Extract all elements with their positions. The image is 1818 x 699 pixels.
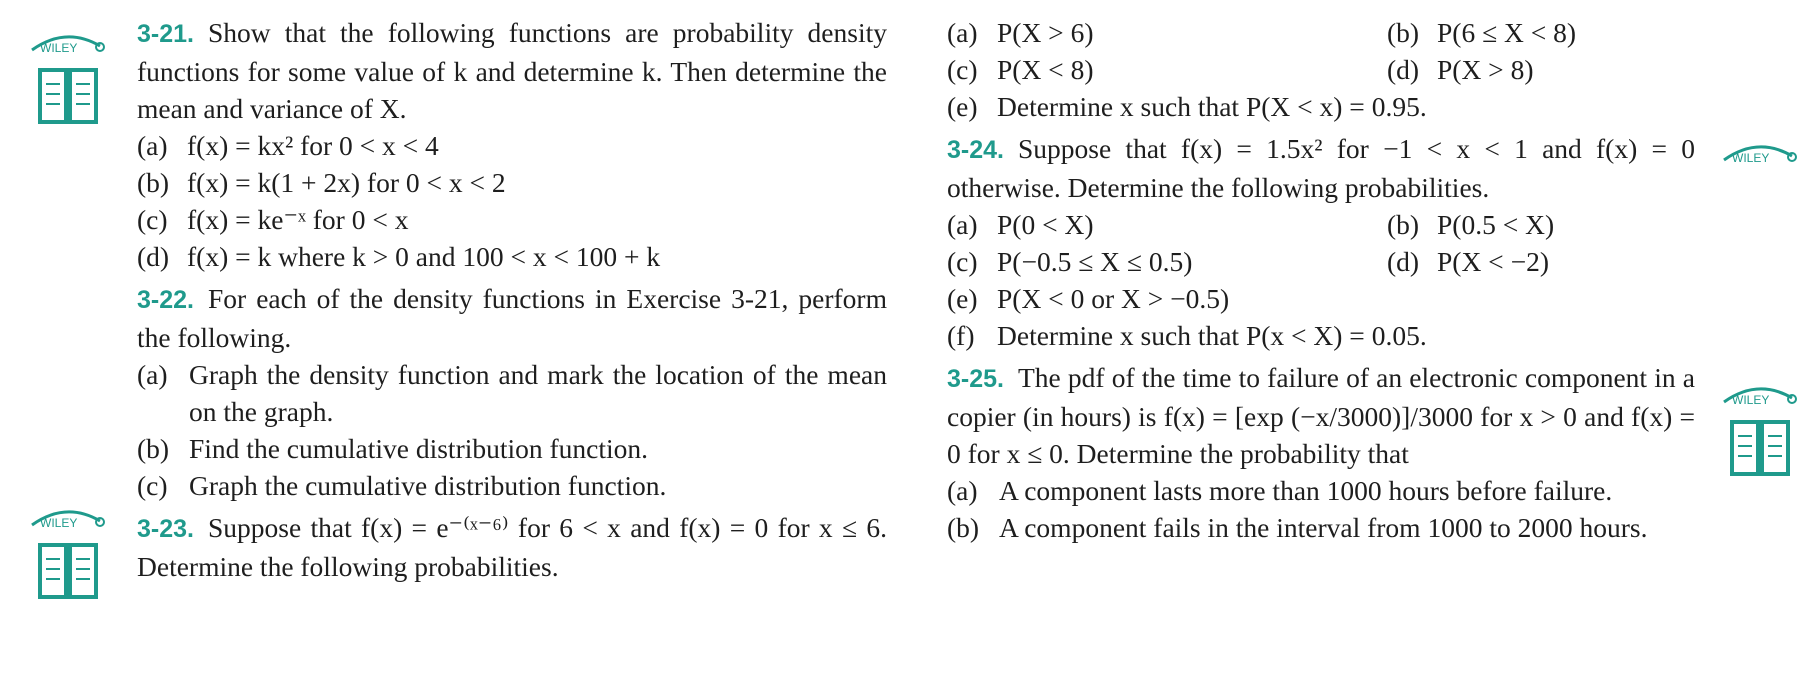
exercise-text: Suppose that f(x) = 1.5x² for −1 < x < 1 and f(x) = 0 otherwise. Determine the following probabilities. — [947, 133, 1695, 203]
part-item: (c) P(−0.5 ≤ X ≤ 0.5) — [947, 246, 1193, 277]
exercise-text: Show that the following functions are probability density functions for some value of k and determine k. Then determine the mean and variance of X. — [137, 17, 887, 124]
wiley-label: WILEY — [1732, 393, 1770, 407]
part-item: (e) Determine x such that P(X < x) = 0.95. — [947, 91, 1427, 122]
book-icon — [40, 70, 96, 122]
book-icon — [40, 545, 96, 597]
exercise-number: 3-24. — [947, 136, 1004, 164]
wiley-badge-325[interactable] — [1720, 382, 1802, 477]
part-item: (c) P(X < 8) — [947, 54, 1094, 85]
part-item: (b) A component fails in the interval from 1000 to 2000 hours. — [947, 512, 1648, 543]
exercise-number: 3-22. — [137, 286, 194, 314]
part-item: (b) P(6 ≤ X < 8) — [1387, 17, 1577, 48]
part-item: (b) Find the cumulative distribution function. — [137, 433, 649, 464]
part-item: (a) P(X > 6) — [947, 17, 1094, 48]
part-item: (f) Determine x such that P(x < X) = 0.05. — [947, 320, 1427, 351]
part-item: (c) f(x) = ke⁻ˣ for 0 < x — [137, 204, 409, 235]
wiley-label: WILEY — [40, 516, 78, 530]
exercise-text: For each of the density functions in Exercise 3-21, perform the following. — [137, 283, 887, 353]
exercise-text: The pdf of the time to failure of an electronic component in a copier (in hours) is f(x) = [exp (−x/3000)]/3000 for x > 0 and f(x) = 0 for x ≤ 0. Determine the probability that — [947, 362, 1695, 469]
exercise-3-23-parts — [947, 14, 1695, 125]
wiley-badge-323[interactable] — [28, 505, 110, 600]
part-item: (d) f(x) = k where k > 0 and 100 < x < 100 + k — [137, 241, 661, 272]
exercise-3-23 — [137, 509, 887, 585]
exercise-3-22 — [137, 280, 887, 504]
part-item: (a) f(x) = kx² for 0 < x < 4 — [137, 130, 439, 161]
left-column — [137, 14, 887, 590]
exercise-3-24 — [947, 130, 1695, 354]
wiley-label: WILEY — [1732, 151, 1770, 165]
part-item: (a) P(0 < X) — [947, 209, 1094, 240]
part-item: (c) Graph the cumulative distribution function. — [137, 470, 667, 501]
part-item: (b) P(0.5 < X) — [1387, 209, 1555, 240]
wiley-badge-324[interactable] — [1720, 140, 1802, 170]
wiley-label: WILEY — [40, 41, 78, 55]
exercise-number: 3-23. — [137, 515, 194, 543]
exercise-number: 3-21. — [137, 20, 194, 48]
right-column — [947, 14, 1695, 551]
wiley-badge-321[interactable] — [28, 30, 110, 125]
part-item: (e) P(X < 0 or X > −0.5) — [947, 283, 1230, 314]
part-item: (b) f(x) = k(1 + 2x) for 0 < x < 2 — [137, 167, 506, 198]
part-item: (a) Graph the density function and mark the location of the mean on the graph. — [137, 359, 887, 427]
part-item: (d) P(X > 8) — [1387, 54, 1534, 85]
part-item: (d) P(X < −2) — [1387, 246, 1549, 277]
exercise-number: 3-25. — [947, 365, 1004, 393]
part-item: (a) A component lasts more than 1000 hours before failure. — [947, 475, 1613, 506]
exercise-3-21 — [137, 14, 887, 275]
exercise-3-25 — [947, 359, 1695, 546]
exercise-text: Suppose that f(x) = e⁻⁽ˣ⁻⁶⁾ for 6 < x and f(x) = 0 for x ≤ 6. Determine the following probabilities. — [137, 512, 887, 582]
book-icon — [1732, 422, 1788, 474]
